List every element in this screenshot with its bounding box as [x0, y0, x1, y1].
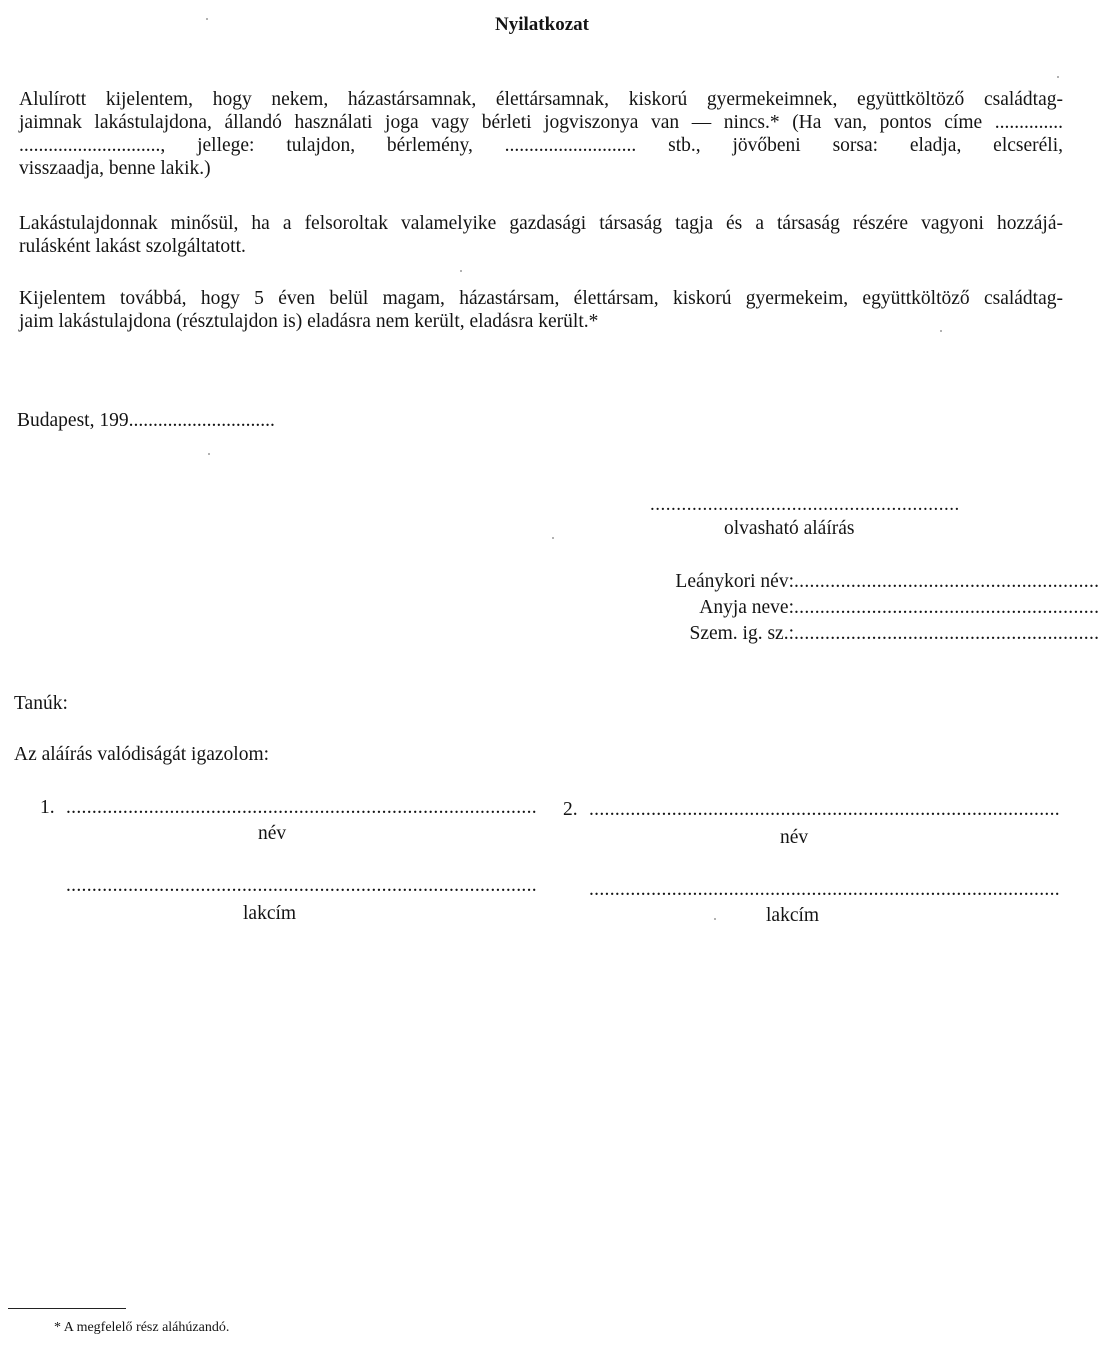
place-date-line: Budapest, 199..............................	[17, 410, 275, 431]
paragraph-definition	[19, 212, 1063, 258]
witness-number: 2.	[563, 799, 578, 820]
maiden-name-field	[580, 571, 1099, 593]
witness-address-line: ...........................................................................................	[66, 875, 537, 896]
field-value: ...........................................................	[794, 623, 1099, 644]
signature-line: ...........................................................	[650, 494, 960, 515]
paragraph-line: Alulírott kijelentem, hogy nekem, házastársamnak, élettársamnak, kiskorú gyermekeimnek, együttköltöző családtag-	[19, 89, 1063, 110]
field-label: Szem. ig. sz.:	[689, 623, 794, 644]
document-title: Nyilatkozat	[495, 14, 589, 35]
scan-speck	[940, 330, 942, 332]
paragraph-line: visszaadja, benne lakik.)	[19, 158, 211, 179]
id-number-field	[580, 623, 1099, 645]
field-label: Anyja neve:	[699, 597, 794, 618]
witness-name-label: név	[258, 823, 287, 844]
witness-name-line: ...........................................................................................	[589, 799, 1060, 820]
footnote-rule	[8, 1308, 126, 1309]
witness-1-block	[40, 797, 537, 937]
witness-name-line: ...........................................................................................	[66, 797, 537, 818]
field-label: Leánykori név:	[675, 571, 794, 592]
paragraph-line: Lakástulajdonnak minősül, ha a felsoroltak valamelyike gazdasági társaság tagja és a társaság részére vagyoni hozzájá-	[19, 213, 1063, 234]
field-value: ...........................................................	[794, 571, 1099, 592]
witness-2-block	[563, 799, 1060, 939]
paragraph-line: rulásként lakást szolgáltatott.	[19, 236, 246, 257]
witness-address-line: ...........................................................................................	[589, 879, 1060, 900]
scan-speck	[552, 537, 554, 539]
footnote-text: * A megfelelő rész aláhúzandó.	[54, 1320, 230, 1335]
witness-address-label: lakcím	[766, 905, 820, 926]
scan-speck	[1057, 76, 1059, 78]
confirmation-text: Az aláírás valódiságát igazolom:	[14, 744, 270, 765]
mother-name-field	[580, 597, 1099, 619]
scan-speck	[206, 18, 208, 20]
paragraph-line: jaim lakástulajdona (résztulajdon is) eladásra nem került, eladásra került.*	[19, 311, 599, 332]
witness-address-label: lakcím	[243, 903, 297, 924]
scan-speck	[460, 270, 462, 272]
witness-name-label: név	[780, 827, 809, 848]
paragraph-ownership	[19, 88, 1063, 180]
paragraph-line: ............................., jellege: tulajdon, bérlemény, ........................... stb., jövőbeni sorsa: eladja, elcseréli,	[19, 135, 1063, 156]
scan-speck	[714, 918, 716, 920]
field-value: ...........................................................	[794, 597, 1099, 618]
paragraph-line: jaimnak lakástulajdona, állandó használati joga vagy bérleti jogviszonya van — nincs.* (Ha van, pontos címe ..............	[19, 112, 1063, 133]
witness-number: 1.	[40, 797, 55, 818]
witnesses-heading: Tanúk:	[14, 693, 68, 714]
scan-speck	[208, 453, 210, 455]
paragraph-sale	[19, 287, 1063, 333]
signature-label: olvasható aláírás	[724, 518, 855, 539]
paragraph-line: Kijelentem továbbá, hogy 5 éven belül magam, házastársam, élettársam, kiskorú gyermekeim, együttköltöző családtag-	[19, 288, 1063, 309]
